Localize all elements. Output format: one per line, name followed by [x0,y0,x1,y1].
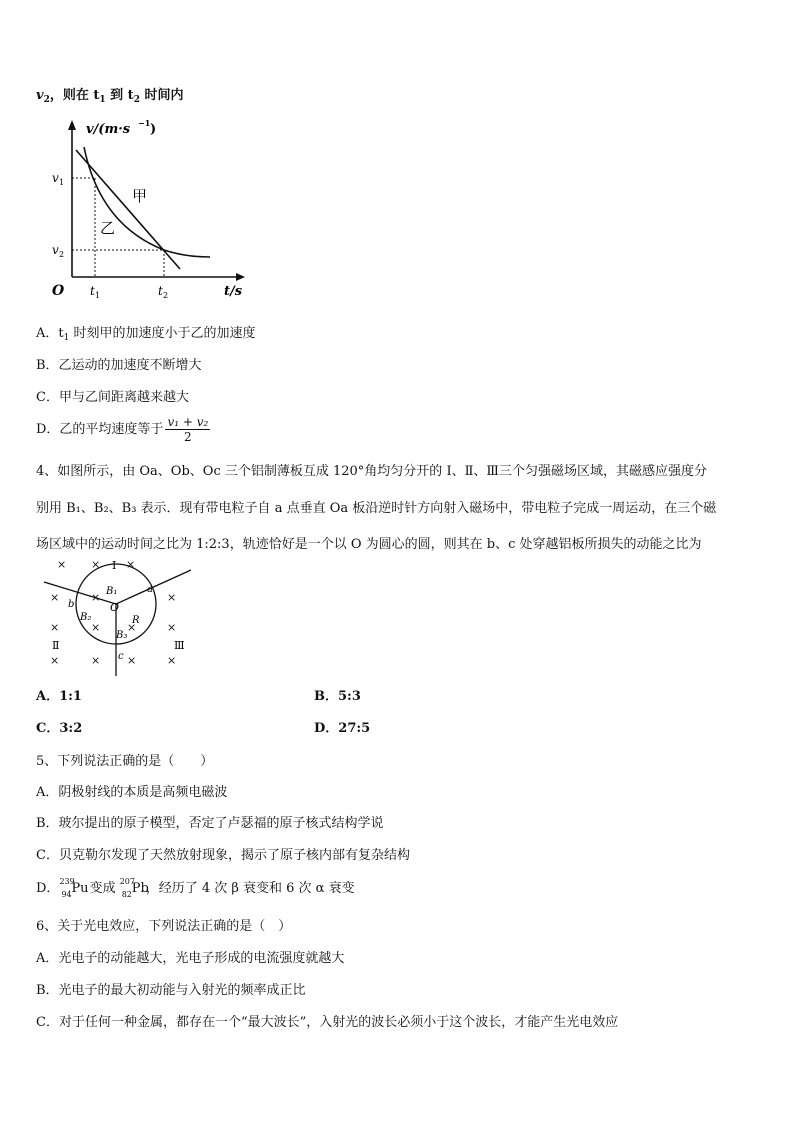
svg-text:R: R [132,615,140,626]
svg-text:×: × [91,591,101,604]
svg-text:B₃: B₃ [116,630,128,641]
label-yi: 乙 [100,219,116,237]
y-axis-close: ) [150,122,157,137]
q6-stem: 6、关于光电效应，下列说法正确的是（ ） [36,919,292,934]
svg-text:B₂: B₂ [80,612,92,623]
svg-text:O: O [110,601,120,614]
svg-text:×: × [91,558,101,571]
q4-option-d: D．27:5 [314,721,371,736]
q4-option-c: C．3:2 [36,721,83,736]
svg-text:×: × [126,558,136,571]
t1-sub: 1 [95,291,101,300]
q3-option-a: A．$t_1$ 时刻甲的加速度小于乙的加速度 [36,326,256,343]
svg-text:×: × [127,654,137,667]
y-axis-label: v/(m·s [86,122,131,137]
svg-text:Ⅰ: Ⅰ [112,559,117,572]
q5-option-a: A．阴极射线的本质是高频电磁波 [36,785,228,800]
t1-label: t [90,284,95,298]
svg-text:×: × [91,621,101,634]
q6-option-c: C．对于任何一种金属，都存在一个“最大波长”，入射光的波长必须小于这个波长，才能产生光电效应 [36,1015,619,1030]
q3-option-b: B．乙运动的加速度不断增大 [36,358,202,373]
v1-sub: 1 [59,178,65,187]
q3-option-c: C．甲与乙间距离越来越大 [36,390,189,405]
svg-text:×: × [167,591,177,604]
average-velocity-fraction: $\frac{\text{v₁ + v₂}}{2}$ [167,415,209,444]
v2-sub: 2 [59,250,65,259]
svg-text:×: × [167,654,177,667]
line-jia [76,150,180,269]
q4-option-b: B．5:3 [314,689,361,704]
svg-text:Ⅱ: Ⅱ [52,639,60,652]
origin-label: O [52,283,65,299]
svg-text:×: × [167,621,177,634]
svg-text:b: b [68,599,75,610]
q4-option-a: A．1:1 [36,689,82,704]
svg-text:×: × [91,654,101,667]
q3-option-d: D．乙的平均速度等于 $\frac{\text{v₁ + v₂}}{2}$ [36,415,209,444]
q6-option-b: B．光电子的最大初动能与入射光的频率成正比 [36,983,306,998]
svg-text:×: × [57,558,67,571]
x-axis-label: t/s [224,284,243,299]
svg-text:Ⅲ: Ⅲ [174,639,185,652]
vt-graph [40,115,255,305]
magnetic-field-figure [36,556,206,680]
svg-text:×: × [50,621,60,634]
isotope-pb: 207 82 Pb [119,876,149,899]
label-jia: 甲 [132,187,148,205]
y-axis-exp: −1 [138,118,151,128]
q5-option-d: D． 239 94 Pu 变成 207 82 Pb ，经历了 4 次 β 衰变和 6 次 α 衰变 [36,876,355,899]
q5-option-c: C．贝克勒尔发现了天然放射现象，揭示了原子核内部有复杂结构 [36,848,410,863]
q4-stem-line3: 场区域中的运动时间之比为 1:2:3，轨迹恰好是一个以 O 为圆心的圆，则其在 b、c 处穿越铝板所损失的动能之比为 [36,537,702,552]
svg-text:c: c [118,651,124,662]
q5-option-b: B．玻尔提出的原子模型，否定了卢瑟福的原子核式结构学说 [36,816,384,831]
q3-intro: $v_2$，则在 $t_1$ 到 $t_2$ 时间内 [36,88,184,105]
isotope-pu: 239 94 Pu [59,876,89,899]
q5-stem: 5、下列说法正确的是（ ） [36,754,214,769]
v2-label: v [52,243,59,257]
svg-text:B₁: B₁ [106,586,118,597]
q4-stem-line1: 4、如图所示，由 Oa、Ob、Oc 三个铝制薄板互成 120°角均匀分开的 Ⅰ、Ⅱ、Ⅲ三个匀强磁场区域，其磁感应强度分 [36,464,707,479]
q6-option-a: A．光电子的动能越大，光电子形成的电流强度就越大 [36,951,345,966]
svg-text:×: × [50,591,60,604]
svg-text:×: × [127,621,137,634]
svg-text:a: a [147,584,153,595]
t2-label: t [158,284,163,298]
q4-stem-line2: 别用 B₁、B₂、B₃ 表示．现有带电粒子自 a 点垂直 Oa 板沿逆时针方向射入磁场中，带电粒子完成一周运动，在三个磁 [36,501,717,516]
t2-sub: 2 [163,291,169,300]
svg-text:×: × [50,654,60,667]
v1-label: v [52,171,59,185]
